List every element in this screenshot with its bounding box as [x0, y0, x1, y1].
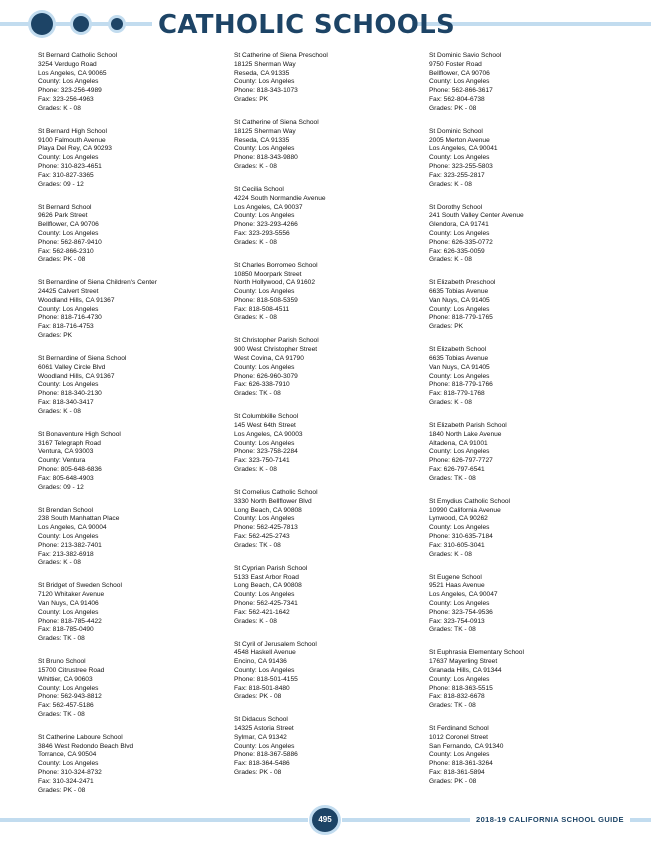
- school-name: St Bernardine of Siena Children's Center: [38, 279, 157, 287]
- school-detail-line: County: Los Angeles: [429, 448, 490, 456]
- school-entry: [429, 128, 614, 190]
- school-detail-line: Fax: 310-827-3365: [38, 171, 94, 179]
- school-detail-line: County: Los Angeles: [38, 229, 99, 237]
- school-entry: [38, 279, 223, 341]
- school-detail-line: Phone: 818-508-5359: [234, 296, 298, 304]
- school-detail-line: Phone: 818-779-1765: [429, 314, 493, 322]
- school-detail-line: Fax: 818-785-0490: [38, 626, 94, 634]
- school-detail-line: Fax: 818-501-8480: [234, 684, 290, 692]
- school-detail-line: Fax: 818-364-5486: [234, 760, 290, 768]
- school-name: St Euphrasia Elementary School: [429, 649, 524, 657]
- school-detail-line: Phone: 310-635-7184: [429, 532, 493, 540]
- school-detail-line: Phone: 818-785-4422: [38, 617, 102, 625]
- school-detail-line: Whittier, CA 90603: [38, 675, 93, 683]
- school-detail-line: Fax: 562-421-1642: [234, 608, 290, 616]
- school-name: St Charles Borromeo School: [234, 261, 318, 269]
- school-detail-line: Grades: 09 - 12: [38, 483, 84, 491]
- school-detail-line: 1012 Coronel Street: [429, 733, 489, 741]
- school-detail-line: Fax: 310-324-2471: [38, 777, 94, 785]
- school-detail-line: Grades: TK - 08: [234, 541, 281, 549]
- school-detail-line: Fax: 562-866-2310: [38, 247, 94, 255]
- header-dot-small: [111, 18, 123, 30]
- school-name: St Christopher Parish School: [234, 337, 319, 345]
- school-detail-line: Fax: 562-804-6738: [429, 95, 485, 103]
- school-detail-line: Bellflower, CA 90706: [38, 221, 99, 229]
- school-detail-line: County: Los Angeles: [234, 666, 295, 674]
- school-name: St Emydius Catholic School: [429, 497, 510, 505]
- school-detail-line: Los Angeles, CA 90003: [234, 430, 303, 438]
- school-detail-line: Phone: 562-867-9410: [38, 238, 102, 246]
- school-entry: [234, 716, 419, 778]
- school-column-2: [234, 52, 419, 792]
- school-detail-line: Phone: 323-758-2284: [234, 448, 298, 456]
- school-column-1: [38, 52, 223, 810]
- school-detail-line: Grades: K - 08: [234, 314, 277, 322]
- school-detail-line: Phone: 818-501-4155: [234, 675, 298, 683]
- school-detail-line: Phone: 323-256-4989: [38, 87, 102, 95]
- school-name: St Dominic School: [429, 127, 483, 135]
- school-detail-line: Long Beach, CA 90808: [234, 582, 302, 590]
- school-name: St Bernardine of Siena School: [38, 355, 127, 363]
- school-detail-line: West Covina, CA 91790: [234, 355, 304, 363]
- school-detail-line: Phone: 310-823-4651: [38, 162, 102, 170]
- school-detail-line: Reseda, CA 91335: [234, 136, 290, 144]
- school-name: St Elizabeth Parish School: [429, 422, 507, 430]
- school-detail-line: Grades: K - 08: [38, 559, 81, 567]
- school-detail-line: Fax: 323-256-4963: [38, 95, 94, 103]
- school-detail-line: North Hollywood, CA 91602: [234, 279, 316, 287]
- school-name: St Brendan School: [38, 506, 93, 514]
- school-detail-line: Grades: TK - 08: [38, 710, 85, 718]
- school-entry: [429, 725, 614, 787]
- school-name: St Catherine Laboure School: [38, 733, 123, 741]
- school-name: St Cyprian Parish School: [234, 564, 308, 572]
- school-detail-line: 9100 Falmouth Avenue: [38, 136, 106, 144]
- school-detail-line: Phone: 818-779-1766: [429, 381, 493, 389]
- school-name: St Cyril of Jerusalem School: [234, 640, 317, 648]
- school-detail-line: County: Los Angeles: [38, 608, 99, 616]
- school-detail-line: County: Los Angeles: [234, 145, 295, 153]
- school-entry: [234, 565, 419, 627]
- school-detail-line: Fax: 310-605-3041: [429, 541, 485, 549]
- school-name: St Bernard School: [38, 203, 92, 211]
- school-detail-line: Fax: 818-361-5894: [429, 769, 485, 777]
- school-detail-line: Phone: 562-425-7341: [234, 599, 298, 607]
- school-detail-line: County: Los Angeles: [429, 305, 490, 313]
- page-number: 495: [312, 808, 338, 832]
- school-detail-line: Fax: 213-382-6918: [38, 550, 94, 558]
- school-detail-line: Grades: PK: [38, 332, 73, 340]
- school-detail-line: Fax: 818-716-4753: [38, 323, 94, 331]
- school-name: St Bonaventure High School: [38, 430, 121, 438]
- school-name: St Dorothy School: [429, 203, 483, 211]
- school-name: St Dominic Savio School: [429, 52, 502, 59]
- school-detail-line: Phone: 818-716-4730: [38, 314, 102, 322]
- school-detail-line: County: Los Angeles: [429, 524, 490, 532]
- school-detail-line: Fax: 818-779-1768: [429, 390, 485, 398]
- school-detail-line: Playa Del Rey, CA 90293: [38, 145, 112, 153]
- school-detail-line: County: Los Angeles: [429, 751, 490, 759]
- school-entry: [38, 507, 223, 569]
- school-name: St Ferdinand School: [429, 725, 489, 733]
- school-detail-line: Grades: TK - 08: [38, 635, 85, 643]
- school-detail-line: County: Los Angeles: [38, 532, 99, 540]
- school-detail-line: Van Nuys, CA 91406: [38, 599, 99, 607]
- school-detail-line: Grades: PK - 08: [234, 769, 282, 777]
- school-detail-line: 15700 Citrustree Road: [38, 666, 105, 674]
- school-detail-line: Grades: K - 08: [429, 180, 472, 188]
- footer-rule-right: [630, 818, 651, 822]
- school-detail-line: Grades: 09 - 12: [38, 180, 84, 188]
- school-name: St Bernard Catholic School: [38, 52, 118, 59]
- school-detail-line: 6061 Valley Circle Blvd: [38, 363, 106, 371]
- school-detail-line: Phone: 310-324-8732: [38, 769, 102, 777]
- school-detail-line: Grades: TK - 08: [429, 474, 476, 482]
- school-name: St Didacus School: [234, 716, 288, 724]
- school-detail-line: Fax: 562-425-2743: [234, 532, 290, 540]
- school-detail-line: 2005 Merton Avenue: [429, 136, 490, 144]
- school-entry: [38, 658, 223, 720]
- school-detail-line: County: Los Angeles: [234, 439, 295, 447]
- school-entry: [429, 574, 614, 636]
- school-detail-line: Encino, CA 91436: [234, 658, 287, 666]
- school-entry: [234, 262, 419, 324]
- school-detail-line: Grades: K - 08: [38, 104, 81, 112]
- school-detail-line: 6635 Tobias Avenue: [429, 288, 489, 296]
- school-detail-line: Bellflower, CA 90706: [429, 69, 490, 77]
- school-detail-line: Grades: PK: [429, 323, 464, 331]
- school-detail-line: Phone: 626-960-3079: [234, 372, 298, 380]
- school-detail-line: Los Angeles, CA 90004: [38, 524, 107, 532]
- school-detail-line: Fax: 626-335-0059: [429, 247, 485, 255]
- school-detail-line: County: Los Angeles: [234, 591, 295, 599]
- school-detail-line: County: Ventura: [38, 457, 86, 465]
- school-detail-line: Grades: TK - 08: [429, 702, 476, 710]
- school-detail-line: County: Los Angeles: [234, 288, 295, 296]
- school-name: St Bridget of Sweden School: [38, 582, 122, 590]
- school-detail-line: Los Angeles, CA 90041: [429, 145, 498, 153]
- school-entry: [429, 498, 614, 560]
- school-detail-line: Phone: 818-367-5886: [234, 751, 298, 759]
- footer-rule-left: [0, 818, 308, 822]
- school-detail-line: 3167 Telegraph Road: [38, 439, 101, 447]
- school-detail-line: Phone: 626-797-7727: [429, 457, 493, 465]
- school-name: St Elizabeth School: [429, 346, 487, 354]
- school-entry: [429, 422, 614, 484]
- header-rule-left: [0, 22, 30, 26]
- school-detail-line: County: Los Angeles: [38, 760, 99, 768]
- school-entry: [234, 641, 419, 703]
- school-detail-line: County: Los Angeles: [234, 78, 295, 86]
- footer-rule-middle: [342, 818, 470, 822]
- school-detail-line: 4224 South Normandie Avenue: [234, 194, 326, 202]
- school-detail-line: Fax: 626-797-6541: [429, 466, 485, 474]
- school-detail-line: County: Los Angeles: [38, 78, 99, 86]
- school-column-3: [429, 52, 614, 801]
- school-detail-line: Altadena, CA 91001: [429, 439, 488, 447]
- school-detail-line: Phone: 562-866-3617: [429, 87, 493, 95]
- school-detail-line: Phone: 818-361-3264: [429, 760, 493, 768]
- school-name: St Bernard High School: [38, 127, 107, 135]
- school-detail-line: Grades: K - 08: [38, 407, 81, 415]
- school-entry: [234, 337, 419, 399]
- school-detail-line: Grades: PK - 08: [38, 786, 86, 794]
- school-entry: [38, 734, 223, 796]
- school-detail-line: Grades: K - 08: [429, 399, 472, 407]
- school-detail-line: Fax: 626-338-7910: [234, 381, 290, 389]
- school-detail-line: Woodland Hills, CA 91367: [38, 296, 115, 304]
- school-entry: [234, 489, 419, 551]
- page-title: CATHOLIC SCHOOLS: [158, 10, 456, 40]
- school-detail-line: Lynwood, CA 90262: [429, 515, 488, 523]
- school-detail-line: Phone: 805-648-6836: [38, 466, 102, 474]
- school-detail-line: County: Los Angeles: [234, 363, 295, 371]
- school-detail-line: Sylmar, CA 91342: [234, 733, 287, 741]
- school-detail-line: Phone: 213-382-7401: [38, 541, 102, 549]
- school-entry: [234, 186, 419, 248]
- school-detail-line: 145 West 64th Street: [234, 422, 296, 430]
- school-name: St Bruno School: [38, 658, 86, 666]
- school-entry: [429, 204, 614, 266]
- school-name: St Catherine of Siena School: [234, 118, 319, 126]
- school-entry: [38, 52, 223, 114]
- school-detail-line: 9521 Haas Avenue: [429, 582, 485, 590]
- school-entry: [38, 582, 223, 644]
- school-detail-line: County: Los Angeles: [38, 154, 99, 162]
- school-detail-line: Fax: 818-832-6678: [429, 693, 485, 701]
- school-detail-line: Torrance, CA 90504: [38, 751, 97, 759]
- school-detail-line: 18125 Sherman Way: [234, 127, 296, 135]
- school-detail-line: Grades: PK - 08: [38, 256, 86, 264]
- school-name: St Columbkille School: [234, 413, 299, 421]
- school-detail-line: 7120 Whitaker Avenue: [38, 591, 105, 599]
- school-detail-line: County: Los Angeles: [38, 305, 99, 313]
- school-detail-line: Grades: TK - 08: [429, 626, 476, 634]
- school-detail-line: Los Angeles, CA 90047: [429, 591, 498, 599]
- school-detail-line: Reseda, CA 91335: [234, 69, 290, 77]
- school-detail-line: San Fernando, CA 91340: [429, 742, 504, 750]
- school-detail-line: Phone: 818-343-1073: [234, 87, 298, 95]
- school-entry: [429, 279, 614, 332]
- school-detail-line: 1840 North Lake Avenue: [429, 430, 502, 438]
- school-detail-line: 5133 East Arbor Road: [234, 573, 299, 581]
- school-detail-line: Phone: 323-754-9536: [429, 608, 493, 616]
- school-entry: [234, 52, 419, 105]
- school-detail-line: Van Nuys, CA 91405: [429, 296, 490, 304]
- school-detail-line: Grades: K - 08: [429, 550, 472, 558]
- school-detail-line: Grades: K - 08: [234, 238, 277, 246]
- header-dot-medium: [73, 16, 89, 32]
- school-detail-line: 3254 Verdugo Road: [38, 60, 97, 68]
- school-detail-line: 241 South Valley Center Avenue: [429, 212, 524, 220]
- school-detail-line: Phone: 323-293-4266: [234, 221, 298, 229]
- school-detail-line: Grades: TK - 08: [234, 390, 281, 398]
- school-detail-line: County: Los Angeles: [429, 599, 490, 607]
- school-detail-line: County: Los Angeles: [234, 515, 295, 523]
- school-detail-line: 6635 Tobias Avenue: [429, 355, 489, 363]
- school-detail-line: Fax: 562-457-5186: [38, 702, 94, 710]
- school-entry: [429, 52, 614, 114]
- school-detail-line: County: Los Angeles: [38, 684, 99, 692]
- school-detail-line: 9750 Foster Road: [429, 60, 482, 68]
- school-detail-line: Van Nuys, CA 91405: [429, 363, 490, 371]
- header-dot-large: [31, 13, 53, 35]
- school-entry: [234, 119, 419, 172]
- school-detail-line: 3846 West Redondo Beach Blvd: [38, 742, 134, 750]
- school-detail-line: Glendora, CA 91741: [429, 221, 489, 229]
- school-detail-line: Fax: 323-754-0913: [429, 617, 485, 625]
- school-entry: [38, 431, 223, 493]
- school-detail-line: County: Los Angeles: [429, 78, 490, 86]
- school-detail-line: Phone: 323-255-5803: [429, 162, 493, 170]
- school-detail-line: Fax: 323-293-5556: [234, 229, 290, 237]
- school-detail-line: Woodland Hills, CA 91367: [38, 372, 115, 380]
- school-detail-line: Phone: 626-335-0772: [429, 238, 493, 246]
- school-detail-line: 9626 Park Street: [38, 212, 88, 220]
- guide-title: 2018-19 CALIFORNIA SCHOOL GUIDE: [476, 815, 624, 824]
- school-detail-line: County: Los Angeles: [429, 154, 490, 162]
- school-detail-line: County: Los Angeles: [429, 675, 490, 683]
- school-entry: [429, 649, 614, 711]
- school-detail-line: 3330 North Bellflower Blvd: [234, 497, 312, 505]
- school-detail-line: Phone: 562-425-7813: [234, 524, 298, 532]
- school-name: St Elizabeth Preschool: [429, 279, 496, 287]
- school-detail-line: Grades: K - 08: [234, 466, 277, 474]
- school-detail-line: Fax: 818-340-3417: [38, 399, 94, 407]
- school-name: St Cornelius Catholic School: [234, 489, 318, 496]
- school-detail-line: Phone: 818-363-5515: [429, 684, 493, 692]
- school-detail-line: 4548 Haskell Avenue: [234, 649, 296, 657]
- school-detail-line: Granada Hills, CA 91344: [429, 666, 502, 674]
- school-detail-line: Ventura, CA 93003: [38, 448, 94, 456]
- school-detail-line: County: Los Angeles: [38, 381, 99, 389]
- school-detail-line: 18125 Sherman Way: [234, 60, 296, 68]
- school-detail-line: Long Beach, CA 90808: [234, 506, 302, 514]
- school-entry: [234, 413, 419, 475]
- school-detail-line: County: Los Angeles: [234, 742, 295, 750]
- school-detail-line: Los Angeles, CA 90065: [38, 69, 107, 77]
- school-detail-line: 10850 Moorpark Street: [234, 270, 302, 278]
- school-detail-line: Grades: K - 08: [234, 617, 277, 625]
- school-detail-line: Fax: 323-255-2817: [429, 171, 485, 179]
- school-detail-line: 17637 Mayerling Street: [429, 658, 498, 666]
- school-entry: [38, 128, 223, 190]
- school-detail-line: County: Los Angeles: [234, 212, 295, 220]
- school-detail-line: Fax: 818-508-4511: [234, 305, 290, 313]
- school-detail-line: Grades: K - 08: [429, 256, 472, 264]
- school-detail-line: 900 West Christopher Street: [234, 346, 318, 354]
- school-name: St Cecilia School: [234, 185, 284, 193]
- school-detail-line: Phone: 818-340-2130: [38, 390, 102, 398]
- school-name: St Eugene School: [429, 573, 482, 581]
- school-detail-line: County: Los Angeles: [429, 229, 490, 237]
- school-detail-line: Grades: PK - 08: [429, 104, 477, 112]
- school-detail-line: 24425 Calvert Street: [38, 288, 99, 296]
- school-detail-line: Fax: 805-648-4903: [38, 474, 94, 482]
- school-detail-line: Los Angeles, CA 90037: [234, 203, 303, 211]
- school-detail-line: Grades: PK: [234, 95, 269, 103]
- school-detail-line: Phone: 818-343-9880: [234, 154, 298, 162]
- school-detail-line: County: Los Angeles: [429, 372, 490, 380]
- school-detail-line: 238 South Manhattan Place: [38, 515, 120, 523]
- school-detail-line: Grades: PK - 08: [429, 777, 477, 785]
- school-entry: [429, 346, 614, 408]
- school-detail-line: 10990 California Avenue: [429, 506, 501, 514]
- school-name: St Catherine of Siena Preschool: [234, 52, 328, 59]
- school-detail-line: Phone: 562-943-8812: [38, 693, 102, 701]
- school-detail-line: Grades: K - 08: [234, 162, 277, 170]
- school-entry: [38, 355, 223, 417]
- school-entry: [38, 204, 223, 266]
- school-detail-line: Fax: 323-750-7141: [234, 457, 290, 465]
- school-detail-line: 14325 Astoria Street: [234, 725, 294, 733]
- school-detail-line: Grades: PK - 08: [234, 693, 282, 701]
